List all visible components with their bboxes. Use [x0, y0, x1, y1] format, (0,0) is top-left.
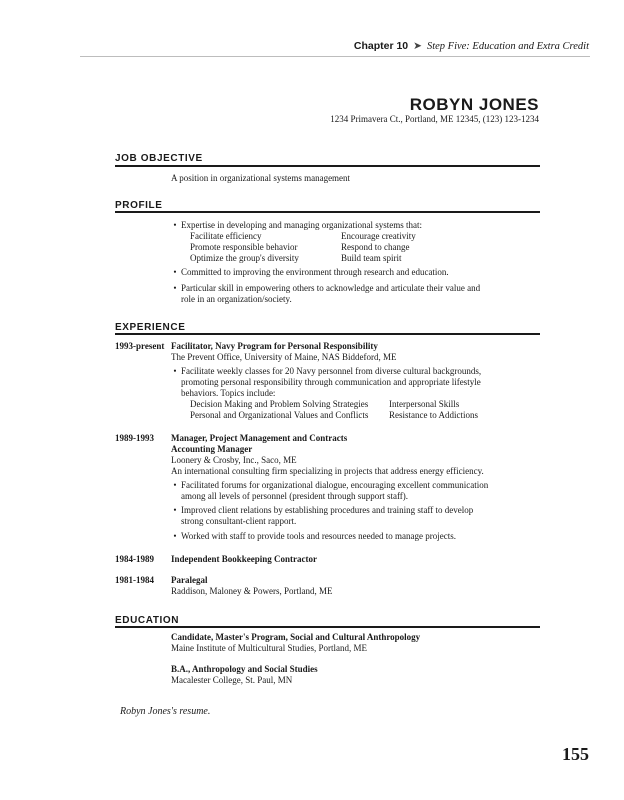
job-description: An international consulting firm specializing in projects that address energy efficiency. — [171, 466, 484, 476]
job-dates: 1981-1984 — [115, 575, 154, 585]
job-topic-left: Personal and Organizational Values and Conflicts — [190, 410, 369, 420]
bullet-icon: • — [173, 480, 177, 490]
job-bullet-line: among all levels of personnel (president through support staff). — [181, 491, 409, 501]
job-bullet-line: promoting personal responsibility through communication and appropriate lifestyle — [181, 377, 481, 387]
header-rule — [80, 56, 590, 57]
job-bullet-line: strong consultant-client rapport. — [181, 516, 297, 526]
section-rule — [115, 626, 540, 628]
education-school: Maine Institute of Multicultural Studies, Portland, ME — [171, 643, 367, 653]
profile-skill-left: Promote responsible behavior — [190, 242, 298, 252]
profile-skill-right: Respond to change — [341, 242, 410, 252]
job-bullet-line: Worked with staff to provide tools and resources needed to manage projects. — [181, 531, 457, 541]
job-topic-right: Resistance to Addictions — [389, 410, 478, 420]
profile-skill-left: Optimize the group's diversity — [190, 253, 299, 263]
running-header — [354, 40, 589, 52]
section-rule — [115, 211, 540, 213]
chapter-label: Chapter 10 — [353, 40, 409, 52]
job-bullet-line: behaviors. Topics include: — [181, 388, 276, 398]
section-rule — [115, 165, 540, 167]
job-title: Manager, Project Management and Contracts — [171, 433, 348, 443]
job-bullet-line: Facilitated forums for organizational dialogue, encouraging excellent communication — [181, 480, 489, 490]
chapter-subtitle: Step Five: Education and Extra Credit — [426, 41, 589, 52]
profile-bullet-intro: Expertise in developing and managing organizational systems that: — [181, 220, 423, 230]
bullet-icon: • — [173, 283, 177, 293]
job-org: Raddison, Maloney & Powers, Portland, ME — [171, 586, 333, 596]
bullet-icon: • — [173, 531, 177, 541]
job-dates: 1993-present — [115, 341, 165, 351]
arrow-icon: ➤ — [413, 41, 422, 52]
profile-skill-right: Build team spirit — [341, 253, 402, 263]
bullet-icon: • — [173, 366, 177, 376]
job-title: Facilitator, Navy Program for Personal Responsibility — [171, 341, 378, 351]
profile-bullet-3-line: Particular skill in empowering others to acknowledge and articulate their value and — [181, 283, 481, 293]
job-dates: 1984-1989 — [115, 554, 154, 564]
section-heading-education: EDUCATION — [115, 615, 180, 626]
section-rule — [115, 333, 540, 335]
job-title: Accounting Manager — [171, 444, 253, 454]
profile-bullet-2: Committed to improving the environment through research and education. — [181, 267, 449, 277]
job-title: Independent Bookkeeping Contractor — [171, 554, 318, 564]
figure-caption: Robyn Jones's resume. — [120, 706, 211, 717]
job-title: Paralegal — [171, 575, 208, 585]
section-heading-job-objective: JOB OBJECTIVE — [115, 153, 203, 164]
bullet-icon: • — [173, 220, 177, 230]
education-school: Macalester College, St. Paul, MN — [171, 675, 293, 685]
education-degree: Candidate, Master's Program, Social and Cultural Anthropology — [171, 632, 421, 642]
job-dates: 1989-1993 — [115, 433, 154, 443]
job-topic-left: Decision Making and Problem Solving Strategies — [190, 399, 369, 409]
job-org: Loonery & Crosby, Inc., Saco, ME — [171, 455, 297, 465]
resume-name: ROBYN JONES — [409, 95, 539, 114]
section-heading-experience: EXPERIENCE — [115, 322, 186, 333]
bullet-icon: • — [173, 505, 177, 515]
page-number: 155 — [562, 744, 589, 764]
job-org: The Prevent Office, University of Maine, NAS Biddeford, ME — [171, 352, 397, 362]
profile-skill-left: Facilitate efficiency — [190, 231, 262, 241]
resume-address: 1234 Primavera Ct., Portland, ME 12345, (123) 123-1234 — [330, 114, 539, 124]
job-bullet-line: Facilitate weekly classes for 20 Navy personnel from diverse cultural backgrounds, — [181, 366, 482, 376]
section-heading-profile: PROFILE — [115, 200, 163, 211]
education-degree: B.A., Anthropology and Social Studies — [171, 664, 318, 674]
job-objective-text: A position in organizational systems management — [171, 173, 351, 183]
job-topic-right: Interpersonal Skills — [389, 399, 460, 409]
profile-bullet-3-line: role in an organization/society. — [181, 294, 292, 304]
profile-skill-right: Encourage creativity — [341, 231, 416, 241]
bullet-icon: • — [173, 267, 177, 277]
job-bullet-line: Improved client relations by establishing procedures and training staff to develop — [181, 505, 474, 515]
